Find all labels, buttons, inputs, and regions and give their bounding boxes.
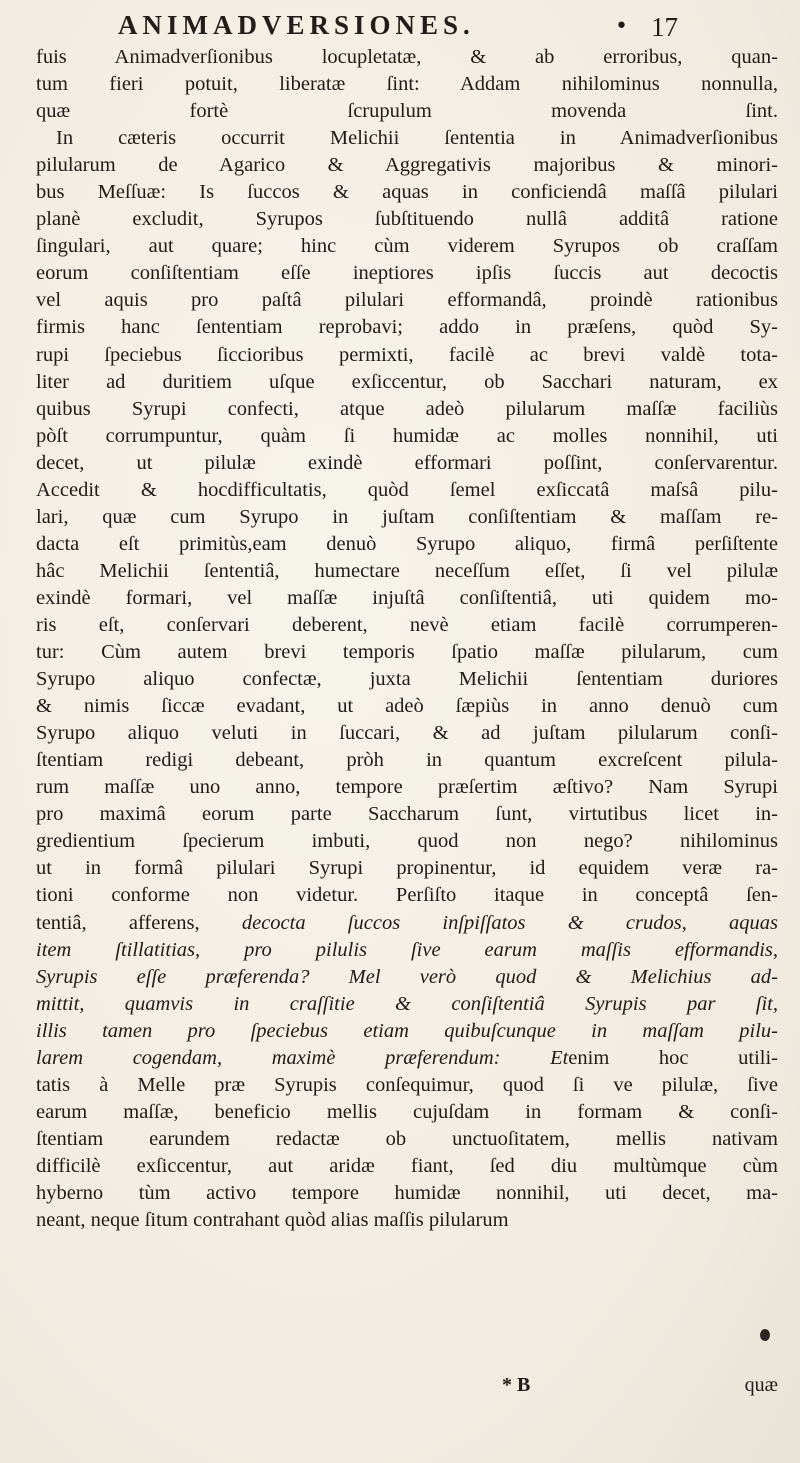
text-line: liter ad duritiem uſque exſiccentur, ob Sacchari naturam, ex (36, 370, 778, 393)
text-line: ſingulari, aut quare; hinc cùm viderem Syrupos ob craſſam (36, 235, 778, 258)
text-line: & nimis ſiccæ evadant, ut adeò ſæpiùs in anno denuò cum (36, 695, 778, 718)
text-line: eorum conſiſtentiam eſſe ineptiores ipſis ſuccis aut decoctis (36, 262, 778, 285)
text-line: exindè formari, vel maſſæ injuſtâ conſiſtentiâ, uti quidem mo- (36, 586, 778, 609)
ink-speck (760, 1329, 770, 1341)
text-line: illis tamen pro ſpeciebus etiam quibuſcunque in maſſam pilu- (36, 1019, 778, 1042)
text-line: rum maſſæ uno anno, tempore præſertim æſtivo? Nam Syrupi (36, 776, 778, 799)
text-line: tentiâ, afferens, decocta ſuccos inſpiſſatos & crudos, aquas (36, 911, 778, 934)
page-header (118, 10, 678, 44)
text-line: tatis à Melle præ Syrupis conſequimur, quod ſi ve pilulæ, ſive (36, 1073, 778, 1096)
text-line: gredientium ſpecierum imbuti, quod non nego? nihilominus (36, 830, 778, 853)
text-line: pilularum de Agarico & Aggregativis majoribus & minori- (36, 154, 778, 177)
text-line: dacta eſt primitùs,eam denuò Syrupo aliquo, firmâ perſiſtente (36, 532, 778, 555)
header-dot: • (615, 14, 628, 39)
text-line: tioni conforme non videtur. Perſiſto itaque in conceptâ ſen- (36, 884, 778, 907)
text-line: rupi ſpeciebus ſiccioribus permixti, facilè ac brevi valdè tota- (36, 343, 778, 366)
text-line: Syrupo aliquo veluti in ſuccari, & ad juſtam pilularum conſi- (36, 722, 778, 745)
text-line: quæ fortè ſcrupulum movenda ſint. (36, 100, 778, 123)
text-line: earum maſſæ, beneficio mellis cujuſdam in formam & conſi- (36, 1100, 778, 1123)
text-line: quibus Syrupi confecti, atque adeò pilularum maſſæ faciliùs (36, 397, 778, 420)
text-line: hâc Melichii ſententiâ, humectare neceſſum eſſet, ſi vel pilulæ (36, 559, 778, 582)
text-line: item ſtillatitias, pro pilulis ſive earum maſſis efformandis, (36, 938, 778, 961)
text-line: planè excludit, Syrupos ſubſtituendo nullâ additâ ratione (36, 208, 778, 231)
text-line: fuis Animadverſionibus locupletatæ, & ab erroribus, quan- (36, 46, 778, 68)
text-line: tur: Cùm autem brevi temporis ſpatio maſſæ pilularum, cum (36, 641, 778, 664)
signature-mark: * B (502, 1374, 531, 1396)
body-text (36, 44, 778, 1234)
text-line: firmis hanc ſententiam reprobavi; addo in præſens, quòd Sy- (36, 316, 778, 339)
text-line: ut in formâ pilulari Syrupi propinentur, id equidem veræ ra- (36, 857, 778, 880)
text-line: Syrupis eſſe præferenda? Mel verò quod & Melichius ad- (36, 965, 778, 988)
text-line: ſtentiam redigi debeant, pròh in quantum excreſcent pilula- (36, 749, 778, 772)
text-line: mittit, quamvis in craſſitie & conſiſtentiâ Syrupis par ſit, (36, 992, 778, 1015)
text-line: tum fieri potuit, liberatæ ſint: Addam nihilominus nonnulla, (36, 73, 778, 96)
page-footer (36, 1374, 778, 1404)
text-line: larem cogendam, maximè præferendum: Etenim hoc utili- (36, 1046, 778, 1069)
text-line: Accedit & hocdifficultatis, quòd ſemel exſiccatâ maſsâ pilu- (36, 478, 778, 501)
text-line: hyberno tùm activo tempore humidæ nonnihil, uti decet, ma- (36, 1181, 778, 1204)
text-line: difficilè exſiccentur, aut aridæ fiant, ſed diu multùmque cùm (36, 1154, 778, 1177)
text-line: Syrupo aliquo confectæ, juxta Melichii ſententiam duriores (36, 668, 778, 691)
text-line: decet, ut pilulæ exindè efformari poſſint, conſervarentur. (36, 451, 778, 474)
text-line: neant, neque ſitum contrahant quòd alias maſſis pilularum (36, 1209, 509, 1232)
text-line: vel aquis pro paſtâ pilulari efformandâ, proindè rationibus (36, 289, 778, 312)
text-line: bus Meſſuæ: Is ſuccos & aquas in conficiendâ maſſâ pilulari (36, 181, 778, 204)
text-line: ris eſt, conſervari deberent, nevè etiam facilè corrumperen- (36, 613, 778, 636)
text-line: pòſt corrumpuntur, quàm ſi humidæ ac molles nonnihil, uti (36, 424, 778, 447)
text-line: lari, quæ cum Syrupo in juſtam conſiſtentiam & maſſam re- (36, 505, 778, 528)
page-number: 17 (651, 12, 678, 42)
text-line: In cæteris occurrit Melichii ſententia in Animadverſionibus (56, 127, 778, 150)
text-line: ſtentiam earundem redactæ ob unctuoſitatem, mellis nativam (36, 1127, 778, 1150)
text-line: pro maximâ eorum parte Saccharum ſunt, virtutibus licet in- (36, 803, 778, 826)
catchword: quæ (744, 1374, 778, 1396)
running-title: ANIMADVERSIONES. (118, 10, 475, 40)
